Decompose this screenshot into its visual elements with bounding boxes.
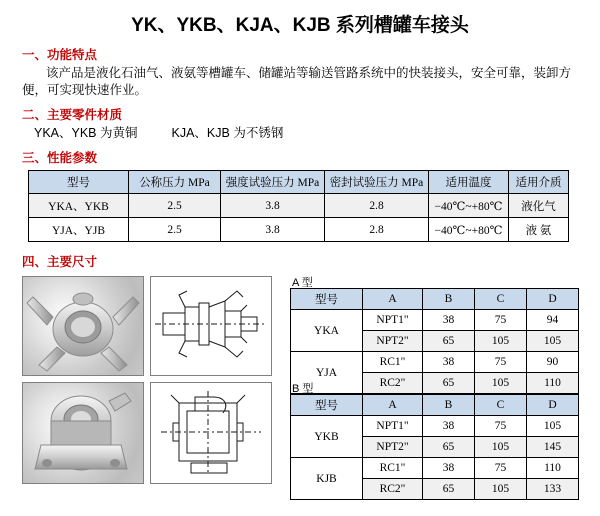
dim-a-cell: 65	[423, 373, 475, 394]
dim-b-cell: 105	[527, 416, 579, 437]
flange-photo-b	[22, 382, 144, 484]
dim-a-header-cell: A	[363, 289, 423, 310]
materials-lines	[34, 125, 578, 142]
dim-a-cell: NPT1"	[363, 310, 423, 331]
dim-a-cell: NPT2"	[363, 331, 423, 352]
dim-b-cell: 133	[527, 479, 579, 500]
dim-b-cell: 105	[475, 479, 527, 500]
dim-b-caption: B 型	[292, 383, 314, 395]
dim-a-cell: RC1"	[363, 352, 423, 373]
flange-photo-b-art	[23, 383, 141, 481]
dim-a-cell: 90	[527, 352, 579, 373]
coupling-photo-a	[22, 276, 144, 376]
perf-header-cell: 强度试验压力 MPa	[221, 171, 325, 194]
table-row	[291, 352, 579, 373]
dim-b-header-cell: A	[363, 395, 423, 416]
perf-cell: 液 氨	[509, 218, 569, 242]
dim-a-cell: 105	[475, 373, 527, 394]
dim-a-header-cell: B	[423, 289, 475, 310]
perf-cell-model: YJA、YJB	[29, 218, 129, 242]
features-body: 该产品是液化石油气、液氨等槽罐车、储罐站等输送管路系统中的快装接头，安全可靠，装卸方便，可实现快速作业。	[22, 66, 572, 97]
dim-a-cell: RC2"	[363, 373, 423, 394]
perf-cell: 2.5	[129, 218, 221, 242]
perf-cell: 2.8	[325, 218, 429, 242]
flange-drawing-b	[150, 382, 272, 484]
table-row	[291, 458, 579, 479]
dim-b-cell: 65	[423, 479, 475, 500]
table-row	[29, 194, 569, 218]
dim-b-cell: NPT2"	[363, 437, 423, 458]
perf-cell: −40℃~+80℃	[429, 194, 509, 218]
perf-cell: 液化气	[509, 194, 569, 218]
table-row	[29, 218, 569, 242]
perf-cell-model: YKA、YKB	[29, 194, 129, 218]
dim-b-header-cell: C	[475, 395, 527, 416]
table-header-row	[291, 395, 579, 416]
dim-a-header-cell: C	[475, 289, 527, 310]
photo-background	[23, 383, 143, 483]
section-heading-features: 一、功能特点	[22, 48, 98, 62]
dim-a-cell: 105	[475, 331, 527, 352]
perf-header-cell: 公称压力 MPa	[129, 171, 221, 194]
table-row	[291, 310, 579, 331]
drawing-background	[151, 277, 271, 375]
dim-a-header-cell: D	[527, 289, 579, 310]
perf-header-cell: 适用介质	[509, 171, 569, 194]
coupling-photo-a-art	[23, 277, 141, 373]
dim-b-cell: 105	[475, 437, 527, 458]
dim-a-cell: 94	[527, 310, 579, 331]
perf-cell: 2.5	[129, 194, 221, 218]
perf-cell: 3.8	[221, 194, 325, 218]
dim-b-cell-model: KJB	[291, 458, 363, 500]
dim-a-cell: 75	[475, 352, 527, 373]
dimension-table-a	[290, 288, 579, 394]
dim-b-cell: 38	[423, 416, 475, 437]
dim-a-cell: 38	[423, 352, 475, 373]
dim-b-cell: RC2"	[363, 479, 423, 500]
perf-header-cell: 型号	[29, 171, 129, 194]
dim-b-cell: 145	[527, 437, 579, 458]
section-heading-dimensions: 四、主要尺寸	[22, 255, 98, 269]
dim-a-header-cell: 型号	[291, 289, 363, 310]
section-heading-materials: 二、主要零件材质	[22, 108, 123, 122]
flange-drawing-b-art	[151, 383, 269, 481]
dim-b-cell: 75	[475, 416, 527, 437]
perf-cell: 2.8	[325, 194, 429, 218]
table-header-row	[291, 289, 579, 310]
dim-b-header-cell: D	[527, 395, 579, 416]
drawing-background	[151, 383, 271, 483]
dim-b-cell-model: YKB	[291, 416, 363, 458]
dim-b-cell: 65	[423, 437, 475, 458]
dim-b-cell: 75	[475, 458, 527, 479]
perf-cell: 3.8	[221, 218, 325, 242]
perf-cell: −40℃~+80℃	[429, 218, 509, 242]
dim-a-cell-model: YJA	[291, 352, 363, 394]
table-header-row	[29, 171, 569, 194]
dim-b-cell: RC1"	[363, 458, 423, 479]
perf-header-cell: 密封试验压力 MPa	[325, 171, 429, 194]
performance-table	[28, 170, 569, 242]
dim-a-caption: A 型	[292, 277, 313, 289]
dim-b-header-cell: B	[423, 395, 475, 416]
dim-a-cell: 65	[423, 331, 475, 352]
dim-a-cell: 75	[475, 310, 527, 331]
dim-a-cell: 110	[527, 373, 579, 394]
coupling-drawing-a	[150, 276, 272, 376]
dim-a-cell-model: YKA	[291, 310, 363, 352]
materials-line-2: KJA、KJB 为不锈钢	[171, 126, 284, 140]
dimension-table-b	[290, 394, 579, 500]
materials-line-1: YKA、YKB 为黄铜	[34, 126, 138, 140]
section-heading-performance: 三、性能参数	[22, 151, 98, 165]
dim-a-cell: 38	[423, 310, 475, 331]
perf-header-cell: 适用温度	[429, 171, 509, 194]
photo-background	[23, 277, 143, 375]
page-title: YK、YKB、KJA、KJB 系列槽罐车接头	[131, 15, 469, 36]
dim-b-cell: 110	[527, 458, 579, 479]
dim-a-cell: 105	[527, 331, 579, 352]
dim-b-cell: 38	[423, 458, 475, 479]
dim-b-header-cell: 型号	[291, 395, 363, 416]
dim-b-cell: NPT1"	[363, 416, 423, 437]
coupling-drawing-a-art	[151, 277, 269, 373]
table-row	[291, 416, 579, 437]
